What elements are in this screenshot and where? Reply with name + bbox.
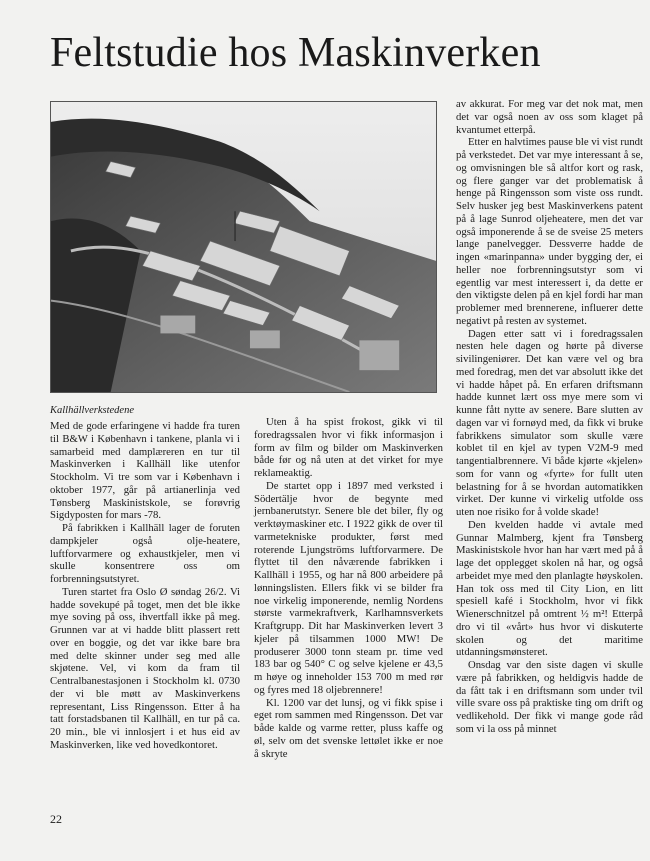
paragraph: Uten å ha spist frokost, gikk vi til foredragssalen hvor vi fikk informasjon i form av film og bilder om Maskinverken både før og nå uten at det virket for mye reklameaktig. xyxy=(254,416,443,479)
paragraph: Turen startet fra Oslo Ø søndag 26/2. Vi hadde sovekupé på toget, men det ble ikke mye soving på oss, ihvertfall ikke på meg. Grunnen var at vi hadde blitt plassert rett over en boggie, og det var ikke bare bra med delte skinner under seg med alle skjøtene. Vel, vi kom da fram til Centralbanestasjonen i Stockholm kl. 0730 der vi ble møtt av Maskinverkens representant, Liss Ringensson. Etter å ha tatt forstadsbanen til Kallhäll, en tur på ca. 20 min., ble vi innlosjert i et hus eid av Maskinverken, like ved hovedkontoret. xyxy=(50,585,240,751)
article-title: Feltstudie hos Maskinverken xyxy=(50,30,541,76)
paragraph: av akkurat. For meg var det nok mat, men det var også noen av oss som klaget på kvantumet etterpå. xyxy=(456,98,643,136)
paragraph: Onsdag var den siste dagen vi skulle være på fabrikken, og heldigvis hadde de da fått tak i en driftsmann som under tvil ville svare oss på praktiske ting om drift og vedlikehold. Der fikk vi mange gode råd som vi la oss på minnet xyxy=(456,659,643,735)
page-number: 22 xyxy=(50,812,62,826)
factory-aerial-photo xyxy=(50,101,437,393)
paragraph: Etter en halvtimes pause ble vi vist rundt på verkstedet. Det var mye interessant å se, og omvisningen ble så altfor kort og rask, og flere ganger var det problematisk å henge på Ringensson som viste oss rundt. Selv husker jeg best Maskinverkens patent på å lage Sunrod oljeheatere, men det var også imponerende å se de sveise 25 meters lange panelvegger. Dessverre hadde de ingen «marinpanna» under bygging der, ei heller noe forbrenningsutstyr som vi egentlig var mest interessert i, da dette er den viktigste delen på en kjel fordi har man problemer med brennerene, influerer dette negativt på resten av systemet. xyxy=(456,136,643,327)
paragraph: Den kvelden hadde vi avtale med Gunnar Malmberg, kjent fra Tønsberg Maskinistskole hvor han har vært med på å lage det opplegget skolen nå har, og også arbeidet mye med den planlagte høyskolen. Han tok oss med til City Lion, en litt spesiell kafé i Stockholm, hvor vi fikk Wienerschnitzel på omtrent ½ m²! Etterpå dro vi til «vårt» hus hvor vi diskuterte skolen og det maritime utdanningsmønsteret. xyxy=(456,518,643,659)
paragraph: På fabrikken i Kallhäll lager de foruten dampkjeler også olje-heatere, luftforvarmere og exhaustkjeler, men vi skulle konsentrere oss om forbrenningsutstyret. xyxy=(50,522,240,585)
paragraph: Kl. 1200 var det lunsj, og vi fikk spise i eget rom sammen med Ringensson. Det var både kalde og varme retter, pluss kaffe og øl, selv om det svenske lettølet ikke er noe å skryte xyxy=(254,696,443,760)
text-column-2 xyxy=(254,416,443,760)
paragraph: De startet opp i 1897 med verksted i Södertälje hvor de begynte med jernbanerutstyr. Senere ble det biler, fly og verktøymaskiner etc. I 1922 gikk de over til varmetekniske produkter, først med roterende Ljungströms luftforvarmere. De flyttet til den nåværende fabrikken i Kallhäll i 1955, og har nå 800 arbeidere på lønningslisten. Ellers fikk vi se bilder fra noe virkelig imponerende, nemlig Nordens største varmekraftverk, Karlhamnsverkets Kraftgrupp. Dit har Maskinverken levert 3 kjeler på tilsammen 1000 MW! De produserer 3000 tonn steam pr. time ved 183 bar og 540° C og selve kjelene er 43,5 m høye og inneholder 153 700 m med rør og fyres med 18 oljebrennere! xyxy=(254,479,443,696)
text-column-3 xyxy=(456,98,643,736)
paragraph: Med de gode erfaringene vi hadde fra turen til B&W i København i tankene, planla vi i samarbeid med damplæreren en tur til Maskinverken i Kallhäll like utenfor Stockholm. Vi tre som var i København i oktober 1977, går på artianerlinja ved Tønsberg Maskinistskole, se forøvrig Sigdyposten for mars -78. xyxy=(50,420,240,522)
paragraph: Dagen etter satt vi i foredragssalen nesten hele dagen og hørte på diverse sivilingeniører. Det kan være vel og bra med foredrag, men det var absolutt ikke det vi hadde håpet på. En erfaren driftsmann hadde kunnet lært oss mye mere som vi kunne fått nytte av senere. Bare slutten av dagen var vi fornøyd med, da fikk vi bruke fabrikkens simulator som skulle være koblet til en kjel av typen V2M-9 med tangentialbrennere. Vi både kjørte «kjelen» som for vann og «fyrte» for fullt uten belastning for å se hvordan automatikken virket. Der kunne vi virkelig utfolde oss uten noe risiko for å volde skade! xyxy=(456,327,643,518)
text-column-1 xyxy=(50,420,240,752)
photo-caption: Kallhällverkstedene xyxy=(50,405,134,416)
